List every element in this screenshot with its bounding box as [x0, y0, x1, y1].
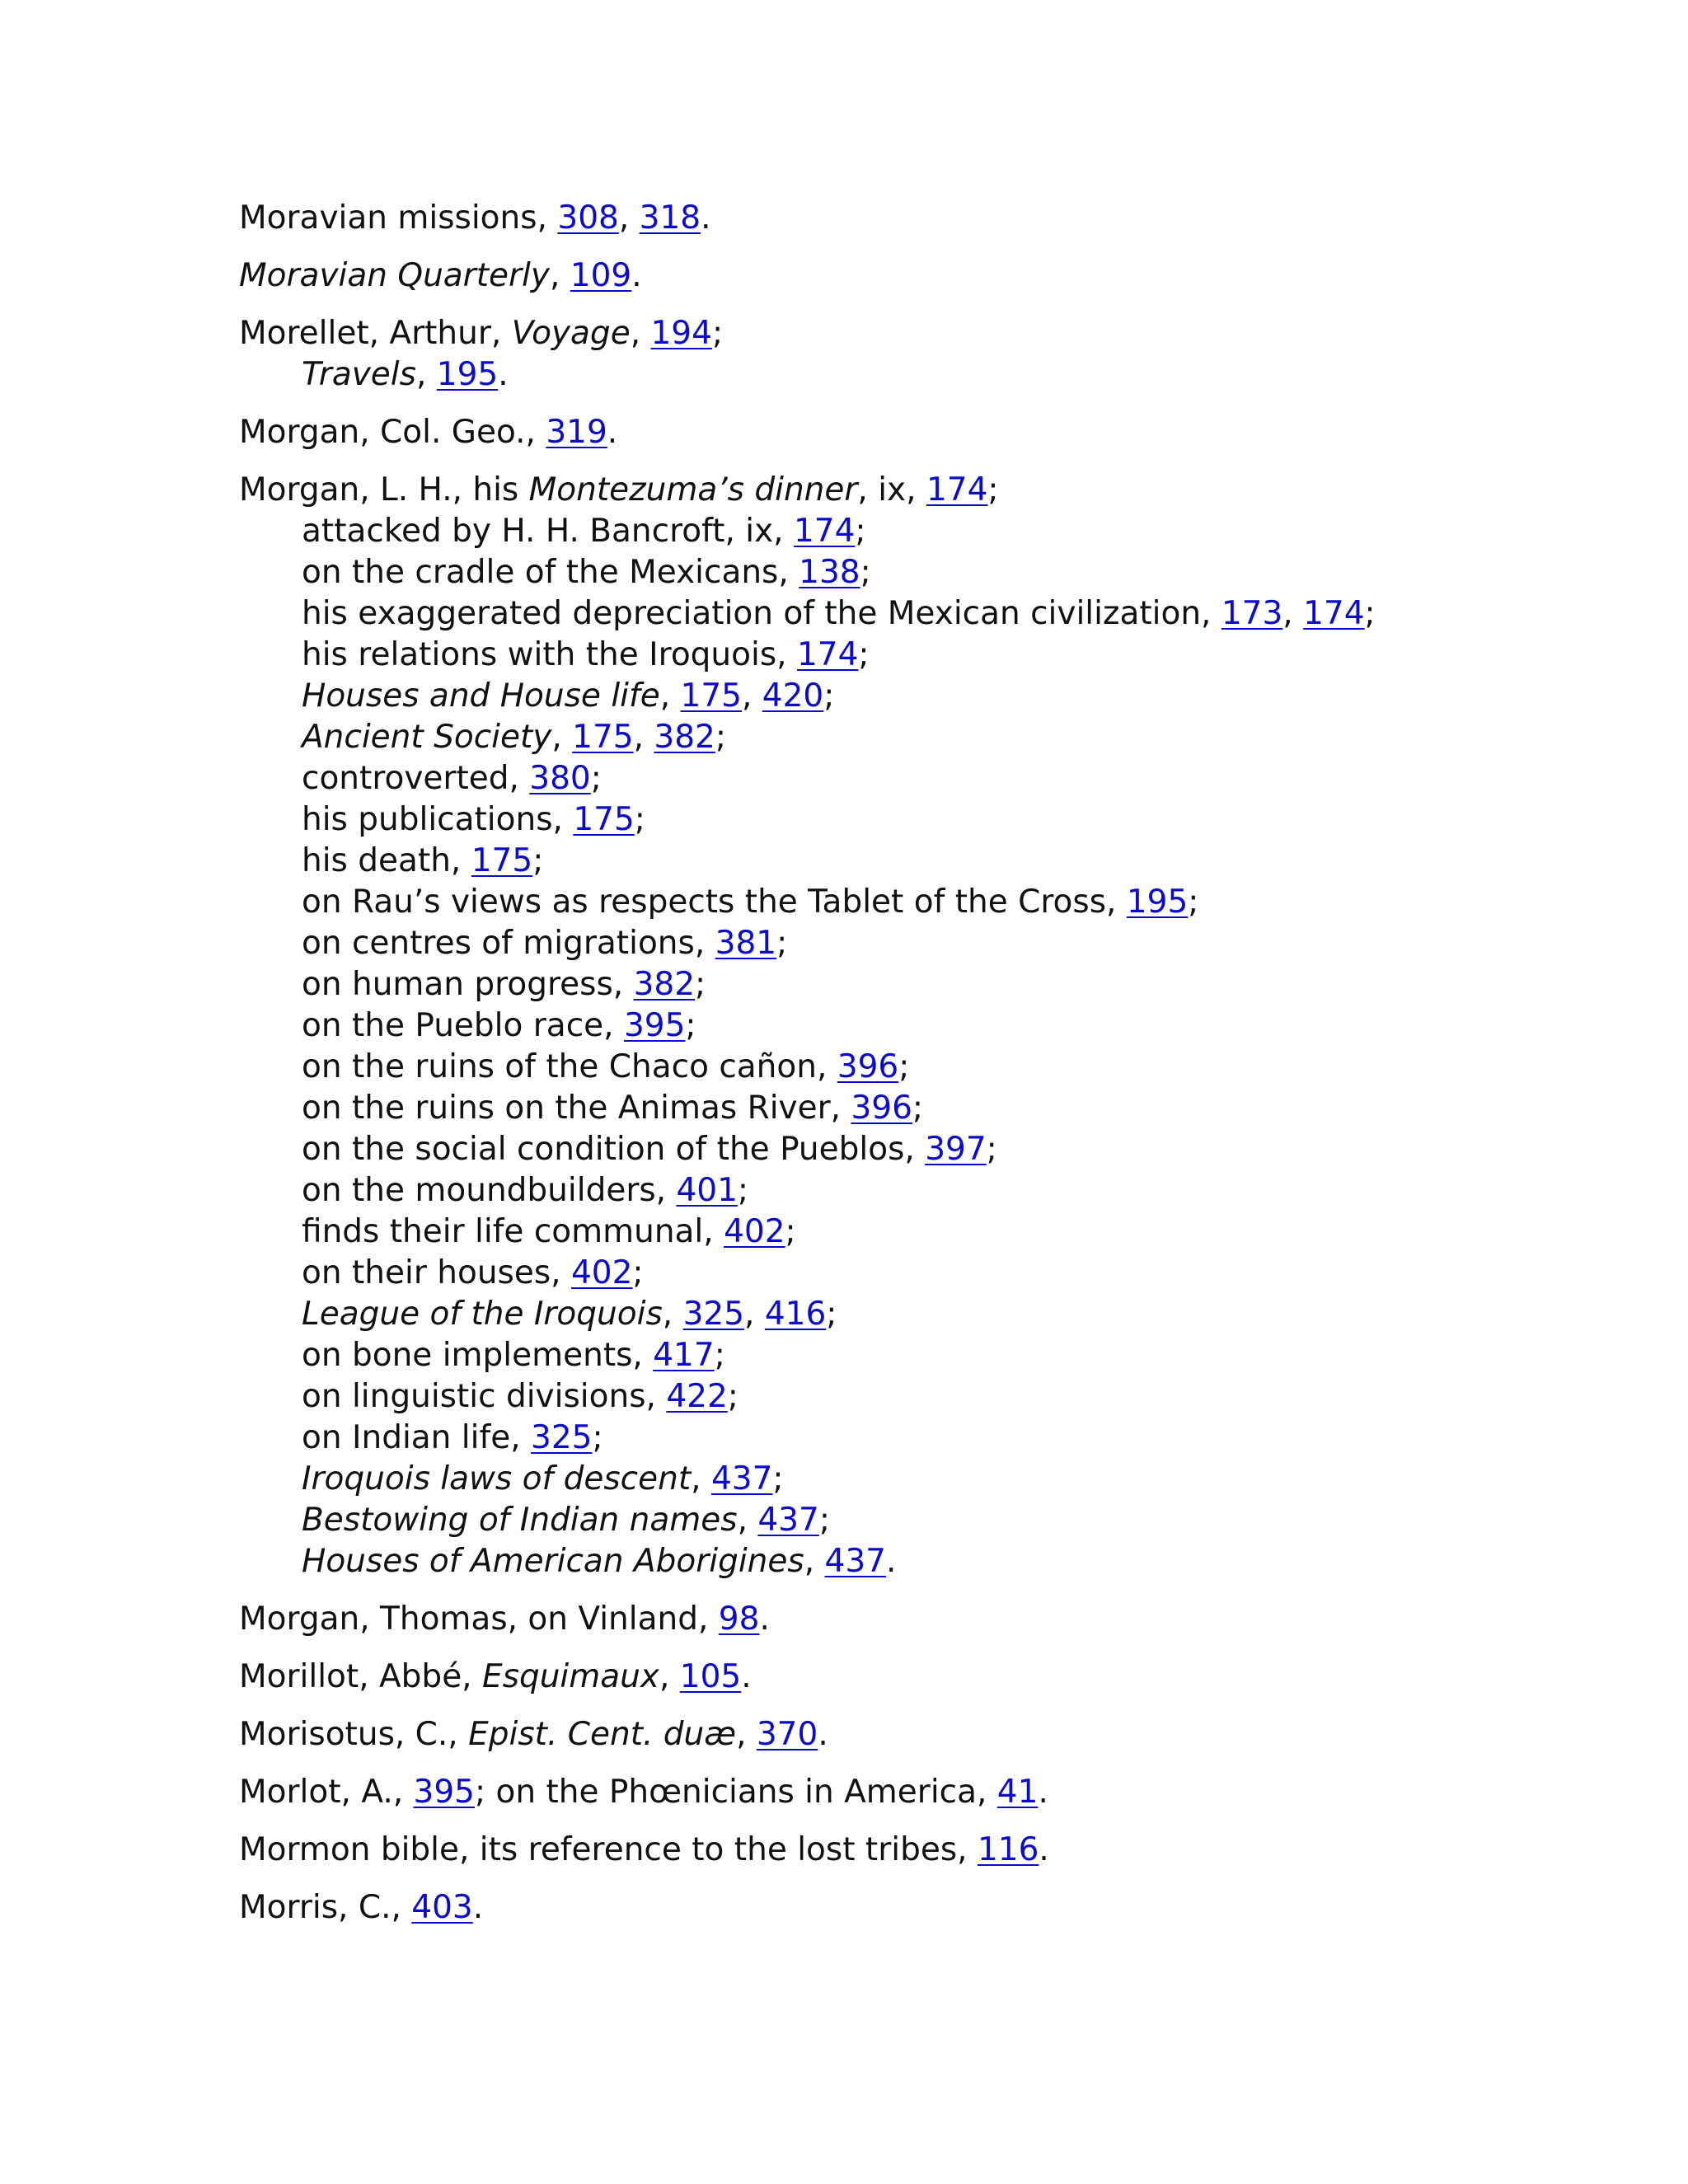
entry-text: Morgan, Thomas, on Vinland, [239, 1601, 719, 1638]
entry-text: ; [818, 1502, 830, 1539]
entry-text: on human progress, [302, 966, 634, 1003]
entry-text: ; [737, 1172, 749, 1209]
page-link[interactable]: 105 [679, 1658, 742, 1695]
entry-text: . [631, 257, 642, 294]
entry-text: on the moundbuilders, [302, 1172, 677, 1209]
page-link[interactable]: 319 [546, 414, 607, 451]
entry-text: ; [912, 1090, 924, 1127]
index-entry [239, 1772, 1640, 1813]
index-subentry-line [239, 841, 1640, 882]
entry-text: ; [592, 1419, 603, 1456]
index-subentry-line [239, 1170, 1640, 1212]
index-entry-line [239, 1772, 1640, 1813]
entry-text: ; [590, 760, 602, 797]
entry-text: Morgan, Col. Geo., [239, 414, 546, 451]
index-subentry-line [239, 1088, 1640, 1129]
page-link[interactable]: 175 [572, 719, 634, 756]
italic-title: Bestowing of Indian names [302, 1502, 738, 1539]
index-entry-line [239, 1599, 1640, 1640]
index-subentry-line [239, 1541, 1640, 1582]
page-link[interactable]: 403 [411, 1889, 473, 1926]
index-subentry-line [239, 717, 1640, 758]
index-entry [239, 412, 1640, 453]
entry-text: . [818, 1716, 828, 1753]
entry-text: ; [1364, 595, 1376, 632]
entry-text: , [630, 315, 651, 352]
entry-text: ; [823, 677, 835, 715]
page-link[interactable]: 195 [1126, 883, 1189, 921]
index-subentry-line [239, 1253, 1640, 1294]
page-link[interactable]: 396 [851, 1090, 912, 1127]
italic-title: League of the Iroquois [302, 1296, 663, 1333]
page-link[interactable]: 422 [666, 1378, 728, 1415]
italic-title: Iroquois laws of descent [302, 1460, 692, 1497]
index-subentry-line [239, 923, 1640, 964]
page-link[interactable]: 174 [1303, 595, 1365, 632]
index-subentry-line [239, 1212, 1640, 1253]
entry-text: on linguistic divisions, [302, 1378, 667, 1415]
index-entry [239, 1599, 1640, 1640]
entry-text: ; [532, 842, 544, 879]
entry-text: ; [727, 1378, 738, 1415]
page-link[interactable]: 382 [654, 719, 715, 756]
entry-text: , [659, 1658, 680, 1695]
entry-text: , [551, 719, 573, 756]
entry-text: attacked by H. H. Bancroft, ix, [302, 513, 794, 550]
entry-text: ; [632, 1254, 644, 1291]
entry-text: , [549, 257, 570, 294]
index-subentry-line [239, 1129, 1640, 1170]
entry-text: ; [785, 1213, 796, 1250]
page-link[interactable]: 380 [529, 760, 591, 797]
entry-text: his publications, [302, 801, 574, 838]
entry-text: , [659, 677, 681, 715]
entry-text: ; [715, 719, 726, 756]
index-subentry-line [239, 1376, 1640, 1418]
page-link[interactable]: 41 [996, 1774, 1039, 1811]
entry-text: ; on the Phœnicians in America, [474, 1774, 997, 1811]
index-entry [239, 1830, 1640, 1871]
entry-text: , [691, 1460, 711, 1497]
page-link[interactable]: 381 [715, 925, 777, 962]
page-link[interactable]: 195 [436, 356, 499, 393]
entry-text: , [618, 199, 640, 237]
page-link[interactable]: 417 [653, 1337, 715, 1374]
entry-text: . [759, 1601, 770, 1638]
page-link[interactable]: 194 [650, 315, 712, 352]
entry-text: ; [776, 925, 788, 962]
index-subentry-line [239, 354, 1640, 396]
entry-text: , [662, 1296, 683, 1333]
italic-title: Esquimaux [481, 1658, 659, 1695]
entry-text: on the Pueblo race, [302, 1007, 624, 1044]
page-link[interactable]: 437 [757, 1502, 819, 1539]
italic-title: Epist. Cent. duæ [468, 1716, 737, 1753]
page-link[interactable]: 175 [471, 842, 533, 879]
entry-text: . [1039, 1831, 1049, 1868]
index-subentry-line [239, 1005, 1640, 1047]
index-subentry-line [239, 1418, 1640, 1459]
entry-text: , [744, 1296, 765, 1333]
page-link[interactable]: 109 [570, 257, 632, 294]
entry-text: , [736, 1716, 757, 1753]
index-entry-line [239, 412, 1640, 453]
entry-text: Moravian missions, [239, 199, 558, 237]
page-link[interactable]: 325 [531, 1419, 593, 1456]
italic-title: Montezuma’s dinner [528, 471, 858, 509]
entry-text: on the cradle of the Mexicans, [302, 554, 799, 591]
entry-text: ; [898, 1048, 910, 1085]
entry-text: , [415, 356, 437, 393]
index-subentry-line [239, 552, 1640, 593]
index-entry [239, 198, 1640, 239]
entry-text: on their houses, [302, 1254, 571, 1291]
italic-title: Houses and House life [302, 677, 660, 715]
index-entry [239, 1657, 1640, 1698]
entry-text: on the ruins on the Animas River, [302, 1090, 851, 1127]
page-link[interactable]: 395 [623, 1007, 686, 1044]
page-link[interactable]: 175 [573, 801, 635, 838]
index-subentry-line [239, 964, 1640, 1005]
page-link[interactable]: 382 [633, 966, 696, 1003]
entry-text: ; [634, 801, 645, 838]
entry-text: ; [711, 315, 724, 352]
page-link[interactable]: 437 [824, 1543, 886, 1580]
page-link[interactable]: 402 [570, 1254, 633, 1291]
index-entry-line [239, 1714, 1640, 1755]
index-subentry-line [239, 1047, 1640, 1088]
entry-text: . [607, 414, 618, 451]
index-page [239, 198, 1640, 1945]
index-entry-line [239, 1830, 1640, 1871]
index-subentry-line [239, 676, 1640, 717]
index-subentry-line [239, 635, 1640, 676]
entry-text: his death, [302, 842, 471, 879]
index-subentry-line [239, 511, 1640, 552]
entry-text: Morris, C., [239, 1889, 412, 1926]
entry-text: Morellet, Arthur, [239, 315, 512, 352]
index-subentry-line [239, 1294, 1640, 1335]
index-entry [239, 1714, 1640, 1755]
index-entry-line [239, 470, 1640, 511]
entry-text: on Indian life, [302, 1419, 531, 1456]
italic-title: Houses of American Aborigines [302, 1543, 804, 1580]
page-link[interactable]: 370 [756, 1716, 818, 1753]
entry-text: on bone implements, [302, 1337, 654, 1374]
entry-text: on Rau’s views as respects the Tablet of the Cross, [302, 883, 1127, 921]
index-subentry-line [239, 882, 1640, 923]
index-subentry-line [239, 758, 1640, 799]
page-link[interactable]: 325 [682, 1296, 745, 1333]
entry-text: ; [772, 1460, 784, 1497]
entry-text: controverted, [302, 760, 530, 797]
index-subentry-line [239, 593, 1640, 635]
entry-text: finds their life communal, [302, 1213, 724, 1250]
index-subentry-line [239, 799, 1640, 841]
entry-text: . [472, 1889, 484, 1926]
entry-text: ; [987, 471, 999, 509]
entry-text: ; [695, 966, 706, 1003]
italic-title: Travels [302, 356, 416, 393]
entry-text: , [741, 677, 762, 715]
entry-text: on the social condition of the Pueblos, [302, 1131, 926, 1168]
entry-text: his exaggerated depreciation of the Mexican civilization, [302, 595, 1221, 632]
entry-text: ; [826, 1296, 837, 1333]
page-link[interactable]: 402 [724, 1213, 785, 1250]
page-link[interactable]: 174 [926, 471, 988, 509]
index-subentry-line [239, 1459, 1640, 1500]
entry-text: Morlot, A., [239, 1774, 414, 1811]
index-entry [239, 255, 1640, 297]
page-link[interactable]: 174 [793, 513, 856, 550]
entry-text: . [885, 1543, 897, 1580]
page-link[interactable]: 396 [837, 1048, 899, 1085]
page-link[interactable]: 397 [925, 1131, 987, 1168]
page-link[interactable]: 416 [764, 1296, 827, 1333]
page-link[interactable]: 116 [977, 1831, 1039, 1868]
index-entry [239, 313, 1640, 396]
entry-text: his relations with the Iroquois, [302, 636, 797, 673]
entry-text: , [633, 719, 654, 756]
index-subentry-line [239, 1500, 1640, 1541]
entry-text: Morisotus, C., [239, 1716, 469, 1753]
entry-text: , [737, 1502, 758, 1539]
italic-title: Moravian Quarterly [239, 257, 550, 294]
italic-title: Voyage [511, 315, 631, 352]
entry-text: , [1282, 595, 1304, 632]
page-link[interactable]: 395 [413, 1774, 475, 1811]
entry-text: on centres of migrations, [302, 925, 715, 962]
page-link[interactable]: 420 [762, 677, 824, 715]
italic-title: Ancient Society [302, 719, 552, 756]
index-subentry-line [239, 1335, 1640, 1376]
entry-text: Morgan, L. H., his [239, 471, 529, 509]
page-link[interactable]: 437 [710, 1460, 773, 1497]
entry-text: . [741, 1658, 752, 1695]
entry-text: , ix, [857, 471, 926, 509]
page-link[interactable]: 173 [1221, 595, 1283, 632]
index-entry-line [239, 255, 1640, 297]
entry-text: ; [860, 554, 871, 591]
entry-text: . [498, 356, 509, 393]
page-link[interactable]: 138 [799, 554, 860, 591]
index-entry [239, 470, 1640, 1582]
page-link[interactable]: 174 [796, 636, 859, 673]
entry-text: ; [714, 1337, 725, 1374]
page-link[interactable]: 308 [557, 199, 619, 237]
entry-text: Morillot, Abbé, [239, 1658, 482, 1695]
entry-text: ; [855, 513, 866, 550]
index-entry-line [239, 1887, 1640, 1929]
entry-text: , [804, 1543, 825, 1580]
index-entry [239, 1887, 1640, 1929]
entry-text: Mormon bible, its reference to the lost tribes, [239, 1831, 978, 1868]
page-link[interactable]: 175 [680, 677, 742, 715]
entry-text: on the ruins of the Chaco cañon, [302, 1048, 837, 1085]
entry-text: ; [1188, 883, 1199, 921]
entry-text: ; [858, 636, 870, 673]
entry-text: ; [986, 1131, 997, 1168]
index-entry-line [239, 313, 1640, 354]
entry-text: . [701, 199, 711, 237]
index-entry-line [239, 198, 1640, 239]
page-link[interactable]: 98 [718, 1601, 760, 1638]
index-entry-line [239, 1657, 1640, 1698]
entry-text: ; [685, 1007, 696, 1044]
page-link[interactable]: 401 [676, 1172, 738, 1209]
page-link[interactable]: 318 [639, 199, 701, 237]
entry-text: . [1038, 1774, 1048, 1811]
